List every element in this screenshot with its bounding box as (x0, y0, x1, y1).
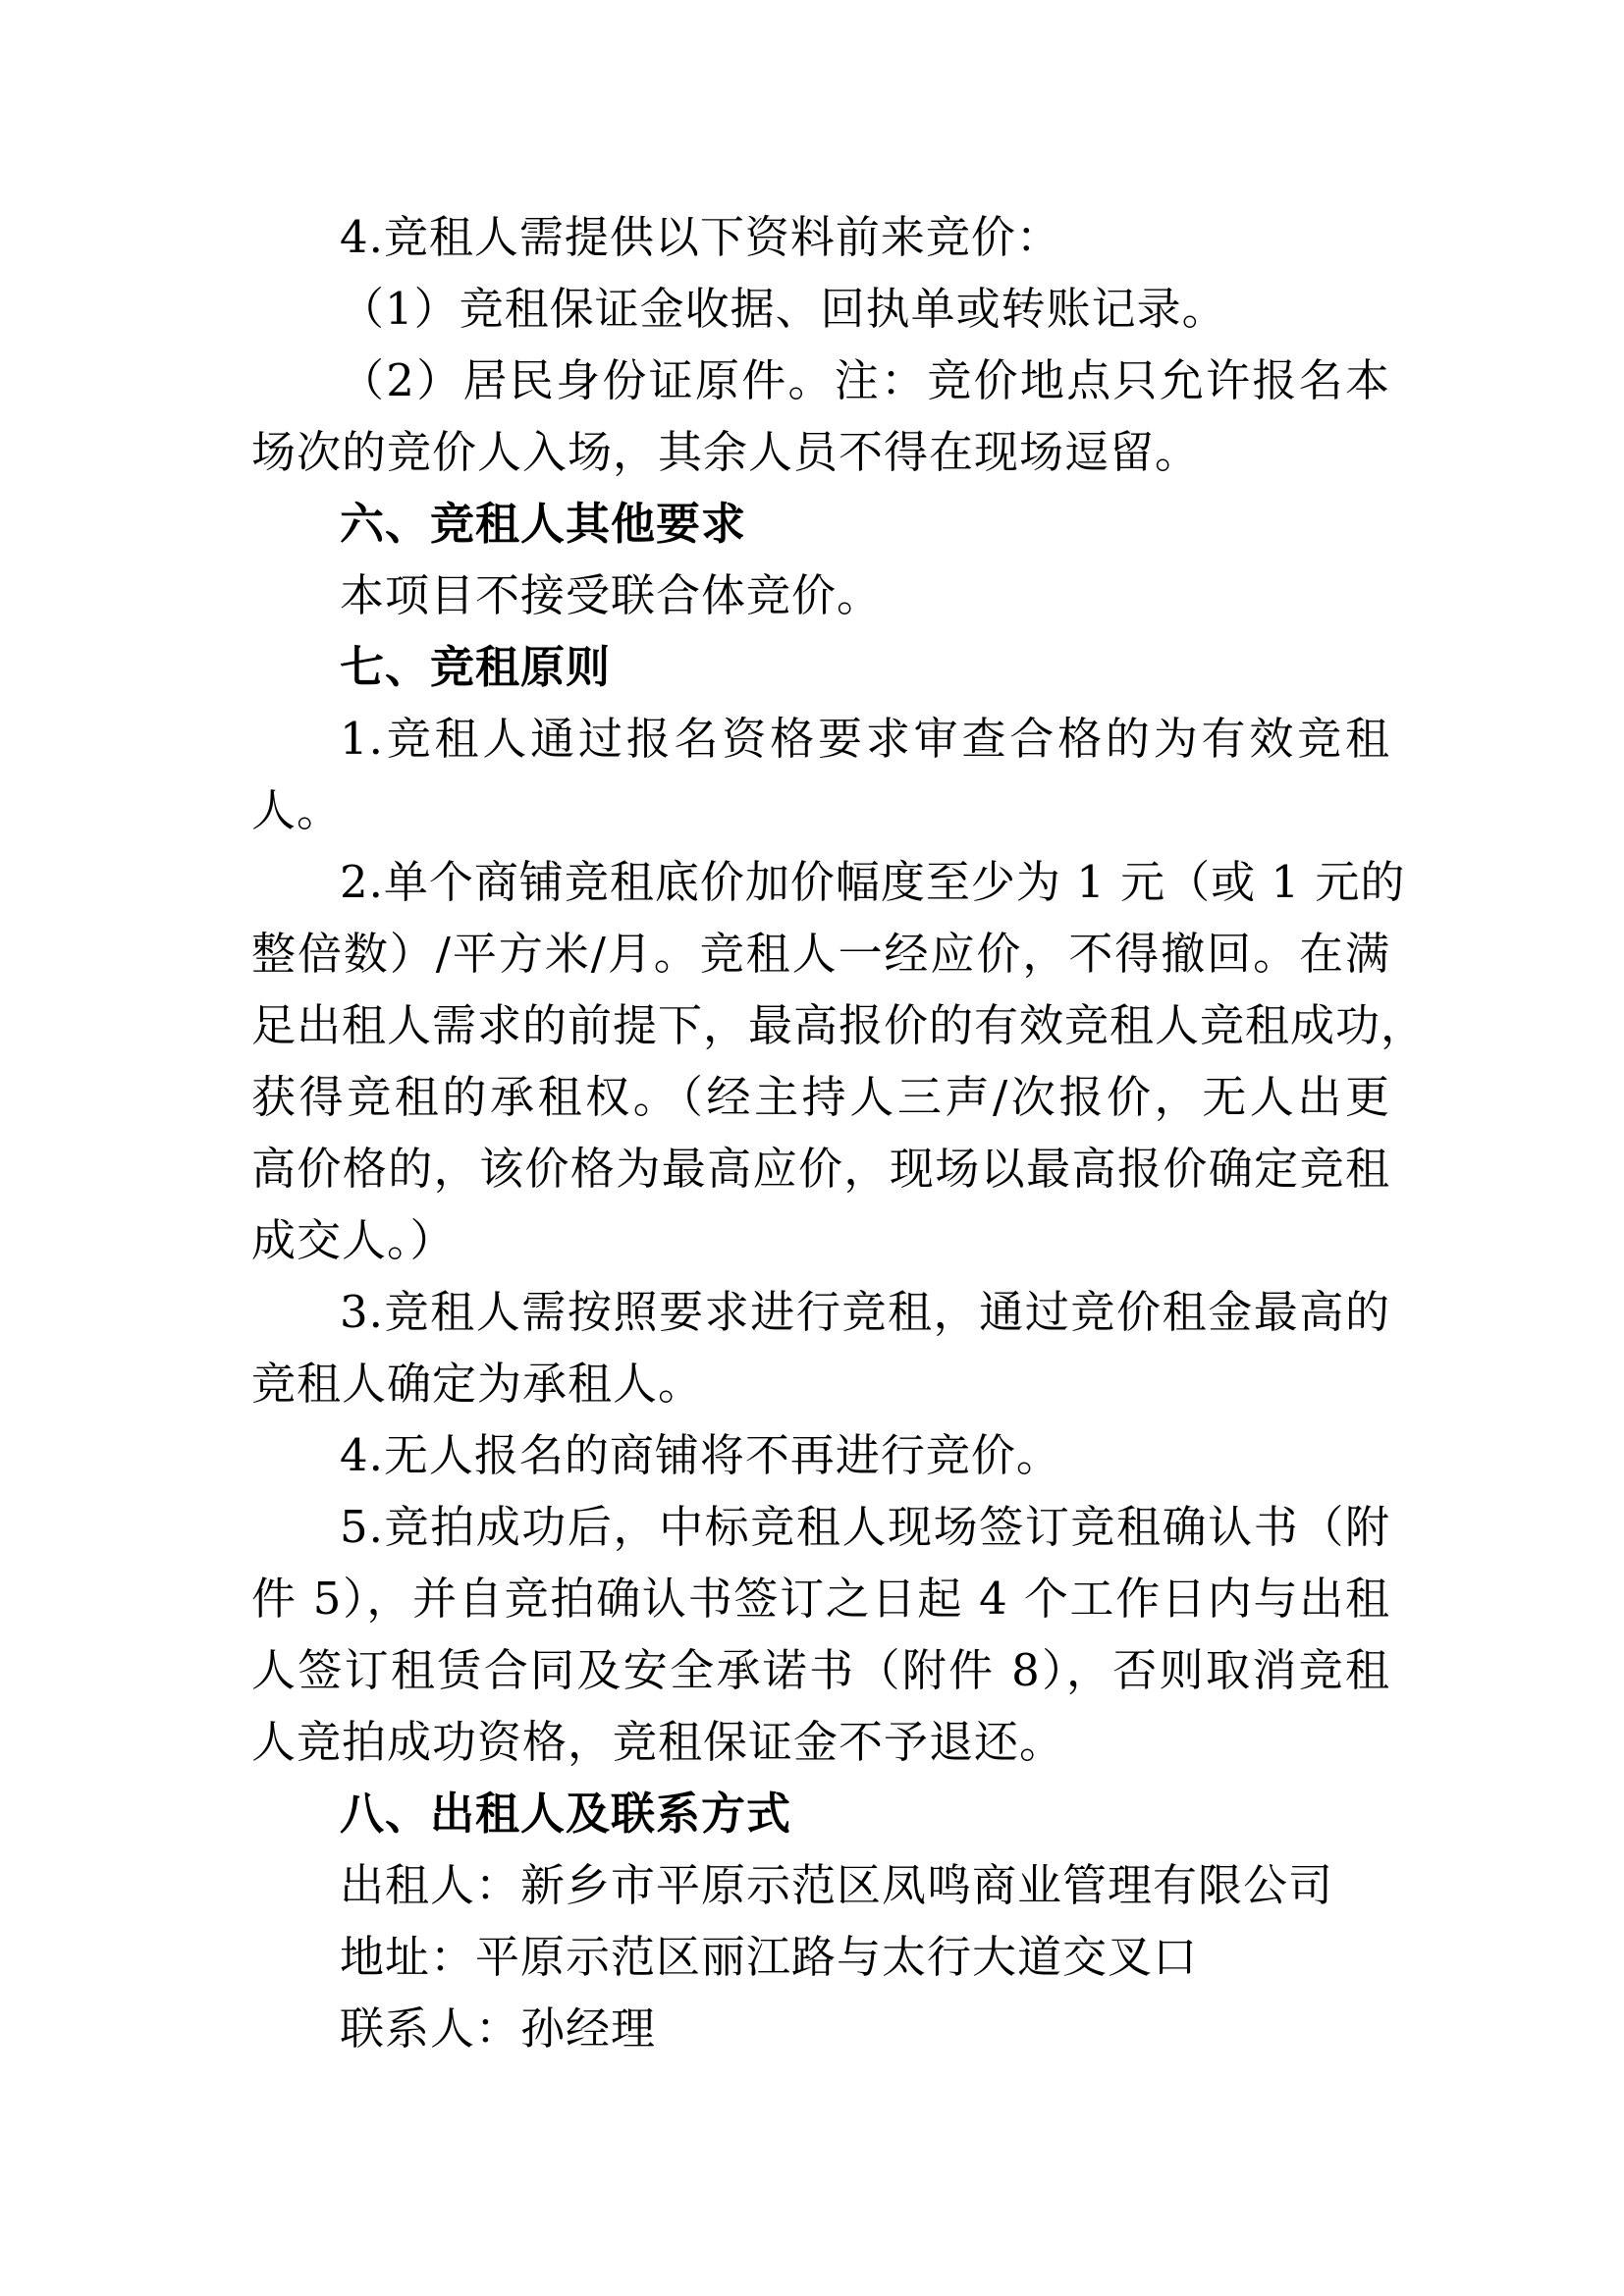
rule-4-paragraph (251, 1419, 1390, 1491)
materials-intro-paragraph (251, 201, 1390, 273)
address-line: 地址：平原示范区丽江路与太行大道交叉口 (340, 1931, 1199, 1983)
paragraph-line: 2.单个商铺竞租底价加价幅度至少为 1 元（或 1 元的 (340, 856, 1406, 908)
paragraph-line: 获得竞租的承租权。（经主持人三声/次报价，无人出更 (251, 1071, 1390, 1123)
paragraph-line: （2）居民身份证原件。注：竞价地点只允许报名本 (340, 354, 1390, 406)
paragraph-line: 4.无人报名的商铺将不再进行竞价。 (340, 1429, 1061, 1481)
rule-3-paragraph (251, 1276, 1390, 1419)
paragraph-line: 本项目不接受联合体竞价。 (340, 569, 883, 621)
paragraph-line: 场次的竞价人入场，其余人员不得在现场逗留。 (251, 426, 1201, 478)
paragraph-line: 1.竞租人通过报名资格要求审查合格的为有效竞租 (340, 713, 1390, 765)
contact-line: 联系人：孙经理 (340, 2002, 657, 2055)
rule-5-paragraph (251, 1491, 1390, 1778)
paragraph-line: 成交人。） (251, 1214, 456, 1266)
paragraph-line: （1）竞租保证金收据、回执单或转账记录。 (340, 283, 1227, 335)
paragraph-line: 5.竞拍成功后，中标竞租人现场签订竞租确认书（附 (340, 1501, 1390, 1553)
paragraph-line: 3.竞租人需按照要求进行竞租，通过竞价租金最高的 (340, 1286, 1390, 1338)
materials-item-1 (251, 273, 1390, 345)
section-heading: 六、竞租人其他要求 (340, 498, 747, 550)
paragraph-line: 4.竞租人需提供以下资料前来竞价： (340, 211, 1061, 263)
section-8 (251, 1778, 1390, 2064)
paragraph-line: 人。 (251, 784, 343, 836)
paragraph-line: 整倍数）/平方米/月。竞租人一经应价，不得撤回。在满 (251, 928, 1390, 980)
paragraph-line: 竞租人确定为承租人。 (251, 1358, 704, 1410)
paragraph-line: 足出租人需求的前提下，最高报价的有效竞租人竞租成功， (251, 999, 1427, 1051)
materials-item-2 (251, 345, 1390, 488)
document-body (251, 201, 1427, 2064)
section-6 (251, 488, 1390, 631)
paragraph-line: 人竞拍成功资格，竞租保证金不予退还。 (251, 1716, 1065, 1768)
rule-2-paragraph (251, 846, 1427, 1276)
section-7 (251, 631, 1427, 1778)
paragraph-line: 件 5），并自竞拍确认书签订之日起 4 个工作日内与出租 (251, 1573, 1390, 1625)
paragraph-line: 人签订租赁合同及安全承诺书（附件 8），否则取消竞租 (251, 1644, 1390, 1696)
rule-1-paragraph (251, 703, 1390, 846)
lessor-line: 出租人：新乡市平原示范区凤鸣商业管理有限公司 (340, 1859, 1334, 1911)
section-heading: 七、竞租原则 (340, 641, 612, 693)
paragraph (251, 560, 1390, 631)
section-heading: 八、出租人及联系方式 (340, 1788, 792, 1840)
paragraph-line: 高价格的，该价格为最高应价，现场以最高报价确定竞租 (251, 1143, 1390, 1195)
